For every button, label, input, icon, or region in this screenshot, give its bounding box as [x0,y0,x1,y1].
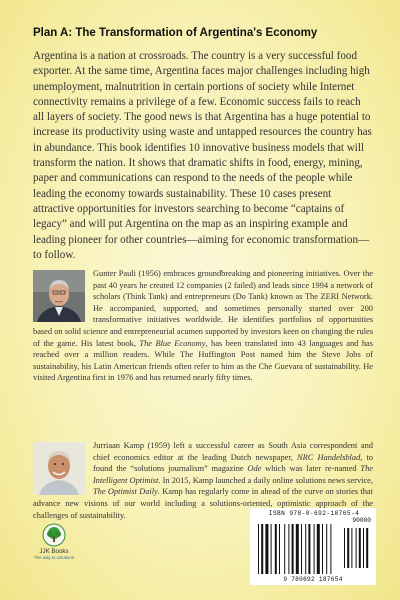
book-title: Plan A: The Transformation of Argentina's Economy [33,27,318,39]
author-photo-gunter-pauli [33,270,85,322]
publisher-tagline: The way to solutions [33,555,75,560]
book-description: Argentina is a nation at crossroads. The country is a very successful food exporter. At the same time, Argentina faces major challenges including high unemployment, malnutrition in certain portions of society while Internet connectivity remains a privilege of a few. Economic success fails to reach all layers of society. The good news is that Argentina has a huge potential to increase its productivity using waste and untapped resources the country has in abundance. This book identifies 10 innovative business models that will transform the nation. It shows that dramatic shifts in food, energy, mining, paper and communications can respond to the needs of the people while leading the economy towards sustainability. These 10 cases present attractive opportunities for investors searching to become “captains of legacy” and will put Argentina on the map as an inspiring example and leading pioneer for other countries—aiming for economic transformation—to follow. [33,50,372,261]
author-bio-jurriaan-kamp: Jurriaan Kamp (1959) left a successful career as South Asia correspondent and chief economics editor at the leading Dutch newspaper, NRC Handelsblad, to found the “solutions journalism” magazine Ode which was later re-named The Intelligent Optimist. In 2015, Kamp launched a daily online solutions news service, The Optimist Daily. Kamp has regularly come in ahead of the curve on stories that advance new visions of our world including a solutions-oriented, optimistic approach of the challenges of sustainability. [33,441,373,520]
barcode-bars [256,524,372,574]
isbn-barcode [250,508,376,585]
barcode-digits: 9 780692 187654 [283,576,343,583]
author-bio-gunter-pauli: Gunter Pauli (1956) embraces groundbreaking and pioneering initiatives. Over the past 40 years he created 12 companies (2 failed) and leads since 1994 a network of scholars (Think Tank) and entrepreneurs (Do Tank) known as The ZERI Network. He accompanied, supported, and sometimes personally started over 200 transformative initiatives worldwide. He identifies portfolios of opportunities based on solid science and entrepreneurial acumen supported by investors keen on changing the rules of the game. His latest book, The Blue Economy, has been translated into 43 languages and has reached over a million readers. While The Huffington Post named him the Steve Jobs of sustainability, his Latin American friends often refer to him as the Che Guevara of sustainability. He visited Argentina first in 1976 and has returned nearly fifty times. [33,269,373,383]
publisher-block [33,523,75,560]
isbn-label: ISBN 978-0-692-18765-4 [268,510,360,517]
author-photo-jurriaan-kamp [33,442,85,495]
tree-logo-icon [42,523,66,547]
publisher-name: JJK Books [39,548,69,555]
price-code: 90000 [352,517,371,524]
